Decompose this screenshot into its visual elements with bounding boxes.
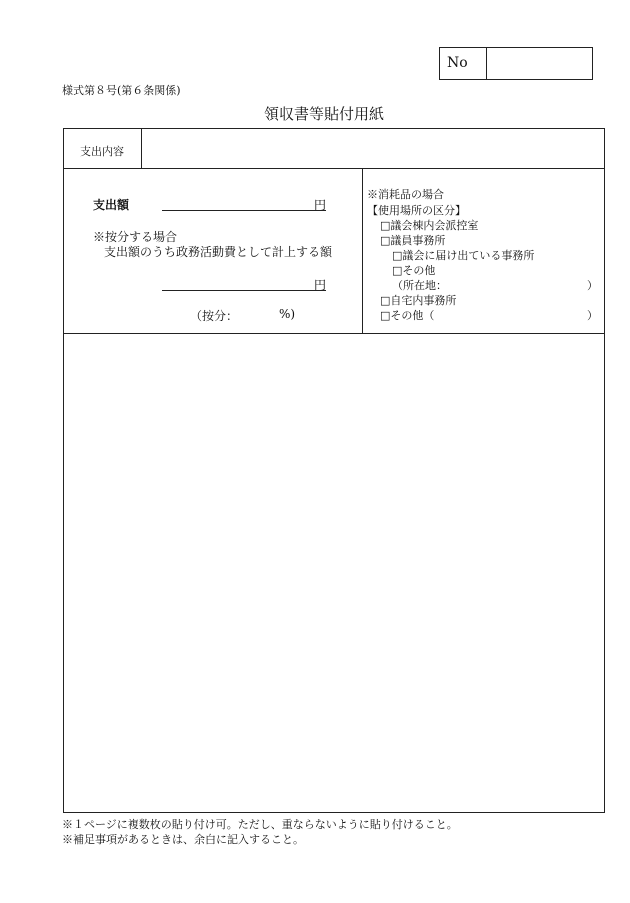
usage-other-close: ） (587, 309, 598, 322)
expense-col-divider (141, 128, 142, 169)
mid-col-divider (362, 168, 363, 334)
row-divider-1 (63, 168, 605, 169)
usage-other-input[interactable] (440, 305, 585, 320)
page-title: 領収書等貼付用紙 (264, 105, 385, 123)
prorate-ratio-open: （按分： (190, 309, 239, 323)
consumables-heading: ※消耗品の場合 (367, 188, 444, 201)
usage-option-other[interactable]: □その他（ (380, 309, 435, 322)
amount-underline (162, 210, 326, 211)
prorate-ratio-close: %) (279, 307, 296, 321)
prorate-description: 支出額のうち政務活動費として計上する額 (104, 245, 333, 259)
amount-yen: 円 (314, 198, 327, 212)
usage-option-member-office[interactable]: □議員事務所 (380, 234, 446, 247)
amount-input[interactable] (162, 194, 310, 210)
no-label: No (447, 55, 468, 71)
prorate-amount-underline (162, 290, 326, 291)
expense-input[interactable] (145, 131, 600, 165)
note-1: ※１ページに複数枚の貼り付け可。ただし、重ならないように貼り付けること。 (62, 818, 458, 831)
no-value-field[interactable] (490, 49, 590, 78)
usage-option-other-office[interactable]: □その他 (392, 264, 436, 277)
amount-label: 支出額 (93, 198, 130, 212)
usage-location-label: （所在地： (392, 279, 447, 292)
usage-option-registered-office[interactable]: □議会に届け出ている事務所 (392, 249, 535, 262)
prorate-amount-yen: 円 (314, 278, 327, 292)
form-number: 様式第８号(第６条関係) (62, 84, 181, 97)
receipt-paste-area (64, 335, 604, 812)
usage-option-home-office[interactable]: □自宅内事務所 (380, 294, 457, 307)
usage-option-council-room[interactable]: □議会棟内会派控室 (380, 219, 479, 232)
prorate-ratio-input[interactable] (236, 305, 276, 321)
prorate-heading: ※按分する場合 (93, 230, 178, 244)
expense-label: 支出内容 (80, 145, 124, 158)
usage-heading: 【使用場所の区分】 (367, 204, 466, 217)
usage-location-input[interactable] (455, 275, 585, 290)
row-divider-2 (63, 333, 605, 334)
note-2: ※補足事項があるときは、余白に記入すること。 (62, 833, 304, 846)
no-box-divider (486, 47, 487, 80)
prorate-amount-input[interactable] (162, 274, 310, 290)
usage-location-close: ） (587, 279, 598, 292)
